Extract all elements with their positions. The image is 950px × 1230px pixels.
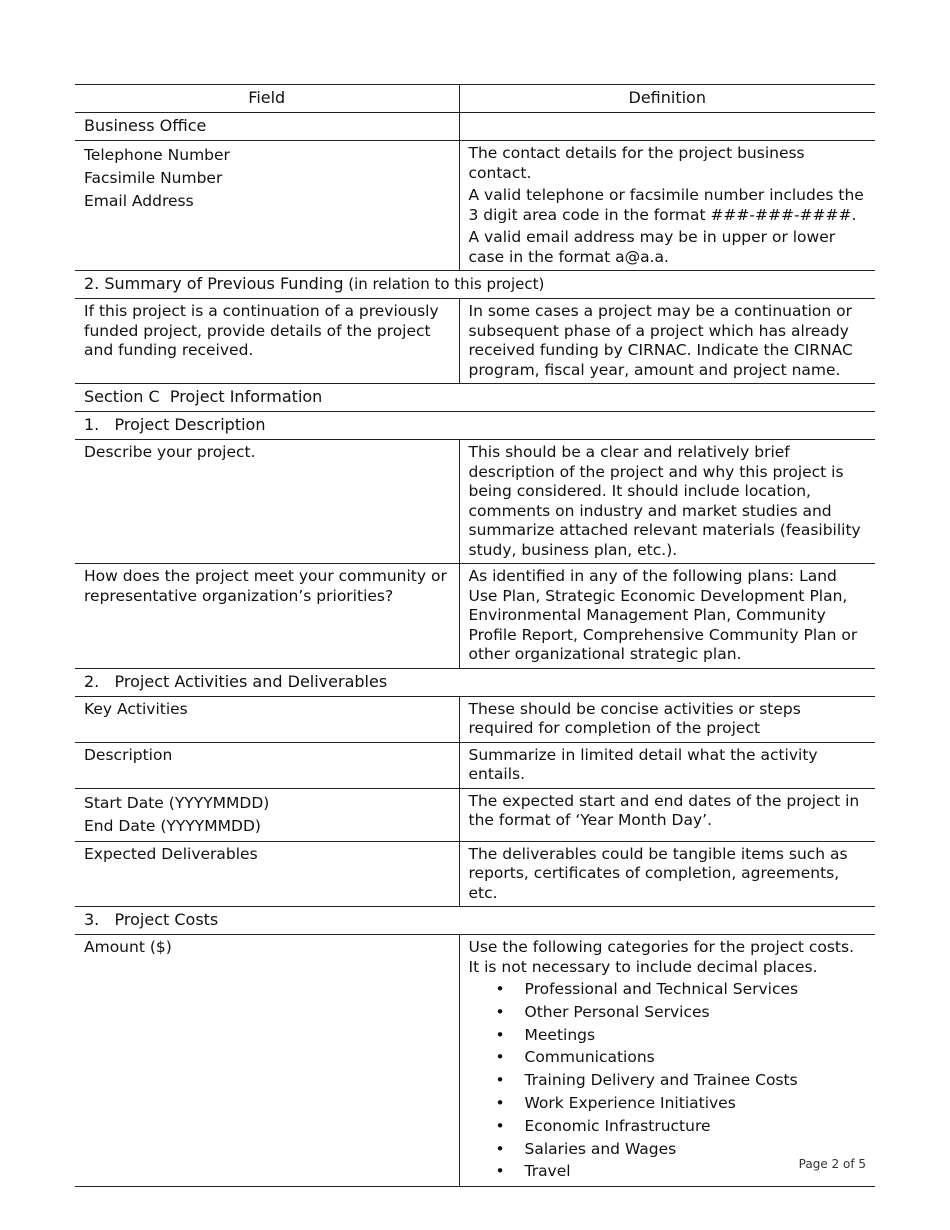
table-row — [75, 113, 875, 141]
table-row — [75, 299, 875, 384]
cost-category-label: Communications — [524, 1048, 655, 1067]
previous-funding-field: If this project is a continuation of a previously funded project, provide details of the project and funding received. — [75, 299, 459, 384]
previous-funding-definition: In some cases a project may be a continuation or subsequent phase of a project which has already received funding by CIRNAC. Indicate the CIRNAC program, fiscal year, amount and project name. — [459, 299, 875, 384]
priorities-field: How does the project meet your community or representative organization’s priorities? — [75, 564, 459, 669]
previous-funding-heading: 2. Summary of Previous Funding (in relation to this project) — [75, 271, 875, 299]
list-item — [469, 1046, 867, 1069]
dates-fields-cell — [75, 788, 459, 841]
deliverables-definition: The deliverables could be tangible items such as reports, certificates of completion, agreements, etc. — [459, 841, 875, 907]
cost-category-label: Salaries and Wages — [524, 1139, 677, 1158]
cost-category-label: Work Experience Initiatives — [524, 1093, 736, 1112]
costs-intro: Use the following categories for the project costs. It is not necessary to include decimal places. — [468, 938, 855, 976]
deliverables-field: Expected Deliverables — [75, 841, 459, 907]
table-row — [75, 841, 875, 907]
table-row — [75, 412, 875, 440]
telephone-field-label: Telephone Number — [84, 146, 230, 164]
bullet-icon: • — [495, 1071, 505, 1090]
section-c-heading: Section C Project Information — [75, 384, 875, 412]
describe-project-field: Describe your project. — [75, 440, 459, 564]
list-item — [469, 1115, 867, 1138]
bullet-icon: • — [495, 980, 505, 998]
table-row — [75, 742, 875, 788]
table-row — [75, 440, 875, 564]
table-row — [75, 907, 875, 935]
cost-category-label: Other Personal Services — [524, 1002, 710, 1021]
contact-definition: The contact details for the project business contact. — [468, 144, 805, 182]
list-item — [469, 1001, 867, 1024]
email-field-label: Email Address — [84, 192, 194, 210]
bullet-icon: • — [495, 1116, 505, 1135]
definition-column-header: Definition — [459, 85, 875, 113]
table-row — [75, 788, 875, 841]
amount-field: Amount ($) — [75, 935, 459, 1187]
email-format-definition: A valid email address may be in upper or lower case in the format a@a.a. — [468, 228, 836, 266]
key-activities-definition: These should be concise activities or steps required for completion of the project — [459, 696, 875, 742]
table-row — [75, 696, 875, 742]
cost-category-label: Professional and Technical Services — [524, 980, 799, 998]
table-row — [75, 564, 875, 669]
bullet-icon: • — [495, 1048, 505, 1067]
activities-heading: 2. Project Activities and Deliverables — [75, 668, 875, 696]
costs-definition-cell — [459, 935, 875, 1187]
start-date-field: Start Date (YYYYMMDD) — [84, 793, 270, 812]
facsimile-field-label: Facsimile Number — [84, 169, 223, 187]
end-date-field: End Date (YYYYMMDD) — [84, 816, 261, 835]
bullet-icon: • — [495, 1093, 505, 1112]
describe-project-definition: This should be a clear and relatively brief description of the project and why this project is being considered. It should include location, comments on industry and market studies and summarize attached relevant materials (feasibility study, business plan, etc.). — [459, 440, 875, 564]
list-item — [469, 978, 867, 1001]
business-office-heading: Business Office — [75, 113, 459, 141]
table-row — [75, 668, 875, 696]
description-field: Description — [75, 742, 459, 788]
cost-category-label: Meetings — [524, 1025, 596, 1044]
table-row — [75, 141, 875, 271]
contact-definition-cell — [459, 141, 875, 271]
bullet-icon: • — [495, 1002, 505, 1021]
field-column-header: Field — [75, 85, 459, 113]
cost-category-label: Training Delivery and Trainee Costs — [524, 1071, 798, 1090]
key-activities-field: Key Activities — [75, 696, 459, 742]
list-item — [469, 1024, 867, 1047]
page-number: Page 2 of 5 — [798, 1157, 866, 1171]
phone-format-definition: A valid telephone or facsimile number includes the 3 digit area code in the format ###-###-####. — [468, 186, 864, 224]
project-costs-heading: 3. Project Costs — [75, 907, 875, 935]
bullet-icon: • — [495, 1162, 505, 1181]
table-row — [75, 384, 875, 412]
list-item — [469, 1092, 867, 1115]
definitions-table — [75, 84, 875, 1187]
table-row — [75, 271, 875, 299]
description-definition: Summarize in limited detail what the activity entails. — [459, 742, 875, 788]
contact-fields-cell — [75, 141, 459, 271]
cost-category-label: Travel — [524, 1162, 571, 1181]
table-header-row — [75, 85, 875, 113]
cost-category-label: Economic Infrastructure — [524, 1116, 711, 1135]
bullet-icon: • — [495, 1139, 505, 1158]
list-item — [469, 1069, 867, 1092]
bullet-icon: • — [495, 1025, 505, 1044]
cost-categories-list — [469, 978, 867, 1183]
project-description-heading: 1. Project Description — [75, 412, 875, 440]
table-row — [75, 935, 875, 1187]
dates-definition: The expected start and end dates of the project in the format of ‘Year Month Day’. — [459, 788, 875, 841]
priorities-definition: As identified in any of the following plans: Land Use Plan, Strategic Economic Development Plan, Environmental Management Plan, Community Profile Report, Comprehensive Community Plan or other organizational strategic plan. — [459, 564, 875, 669]
